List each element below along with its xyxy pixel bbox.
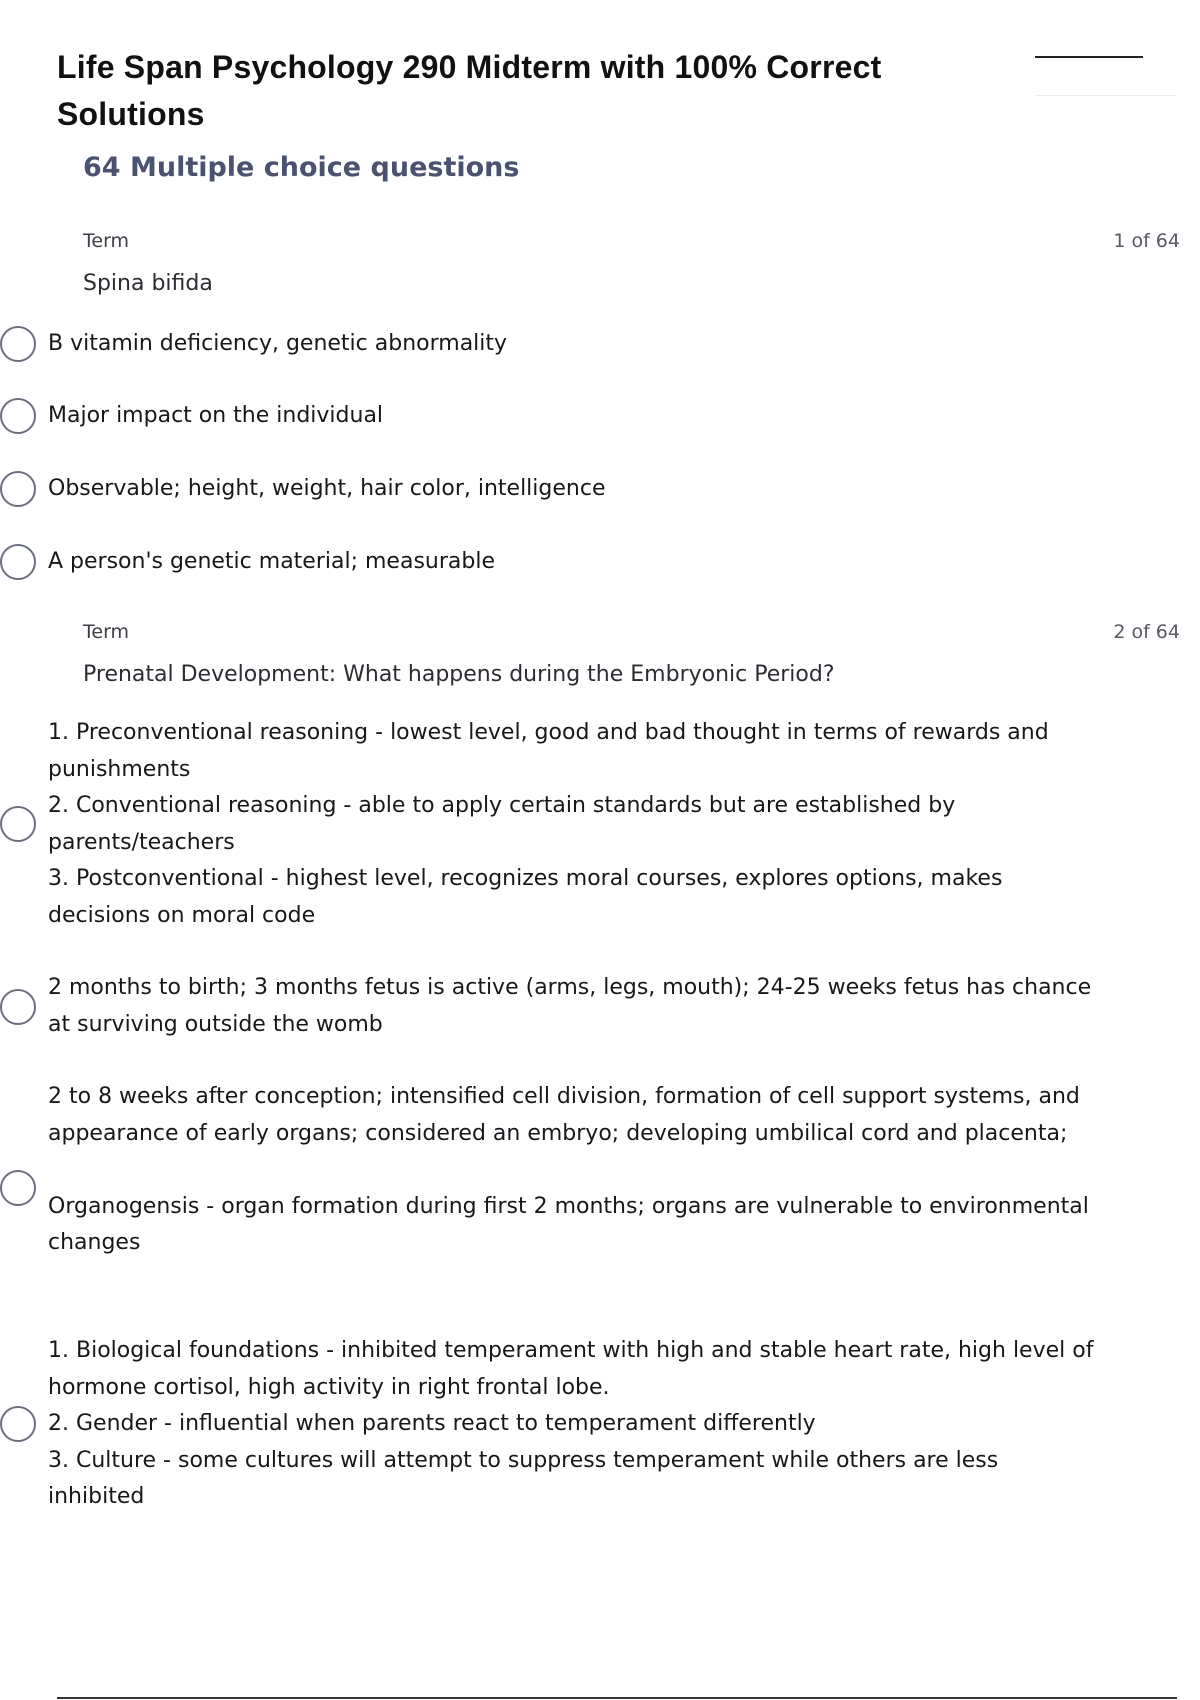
radio-circle-icon[interactable] bbox=[0, 1406, 36, 1442]
term-text: Prenatal Development: What happens during the Embryonic Period? bbox=[83, 662, 835, 687]
header-rule bbox=[1035, 56, 1143, 58]
radio-circle-icon[interactable] bbox=[0, 1170, 36, 1206]
header-rule-faint bbox=[1035, 95, 1177, 96]
document-title: Life Span Psychology 290 Midterm with 100% Correct Solutions bbox=[57, 49, 882, 132]
question-counter: 2 of 64 bbox=[1113, 621, 1180, 643]
answer-option-text: B vitamin deficiency, genetic abnormality bbox=[48, 331, 508, 356]
radio-circle-icon[interactable] bbox=[0, 326, 36, 362]
answer-option-text: Observable; height, weight, hair color, intelligence bbox=[48, 476, 606, 501]
radio-circle-icon[interactable] bbox=[0, 989, 36, 1025]
answer-option-text: 2 months to birth; 3 months fetus is active (arms, legs, mouth); 24-25 weeks fetus has chance at surviving outside the womb bbox=[48, 975, 1092, 1037]
term-text: Spina bifida bbox=[83, 271, 213, 296]
answer-option-text: 2 to 8 weeks after conception; intensified cell division, formation of cell support systems, and appearance of early organs; considered an embryo; developing umbilical cord and placenta; Organogensis - organ formation during first 2 months; organs are vulnerable to environmental changes bbox=[48, 1084, 1089, 1255]
question-card-1 bbox=[83, 226, 1180, 300]
question-card-2 bbox=[83, 617, 1180, 691]
question-counter: 1 of 64 bbox=[1113, 230, 1180, 252]
answer-option-text: A person's genetic material; measurable bbox=[48, 549, 495, 574]
term-label: Term bbox=[83, 230, 130, 252]
term-label: Term bbox=[83, 621, 130, 643]
radio-circle-icon[interactable] bbox=[0, 544, 36, 580]
radio-circle-icon[interactable] bbox=[0, 398, 36, 434]
answer-option-text: Major impact on the individual bbox=[48, 403, 384, 428]
question-count-heading: 64 Multiple choice questions bbox=[83, 152, 520, 183]
radio-circle-icon[interactable] bbox=[0, 471, 36, 507]
radio-circle-icon[interactable] bbox=[0, 806, 36, 842]
answer-option-text: 1. Preconventional reasoning - lowest level, good and bad thought in terms of rewards and punishments 2. Conventional reasoning - able to apply certain standards but are established by parents/teachers 3. Postconventional - highest level, recognizes moral courses, explores options, makes decisions on moral code bbox=[48, 720, 1049, 928]
footer-rule bbox=[57, 1697, 1177, 1699]
question-header bbox=[83, 617, 1180, 647]
question-header bbox=[83, 226, 1180, 256]
answer-option-text: 1. Biological foundations - inhibited temperament with high and stable heart rate, high level of hormone cortisol, high activity in right frontal lobe. 2. Gender - influential when parents react to temperament differently 3. Culture - some cultures will attempt to suppress temperament while others are less inhibited bbox=[48, 1338, 1094, 1509]
